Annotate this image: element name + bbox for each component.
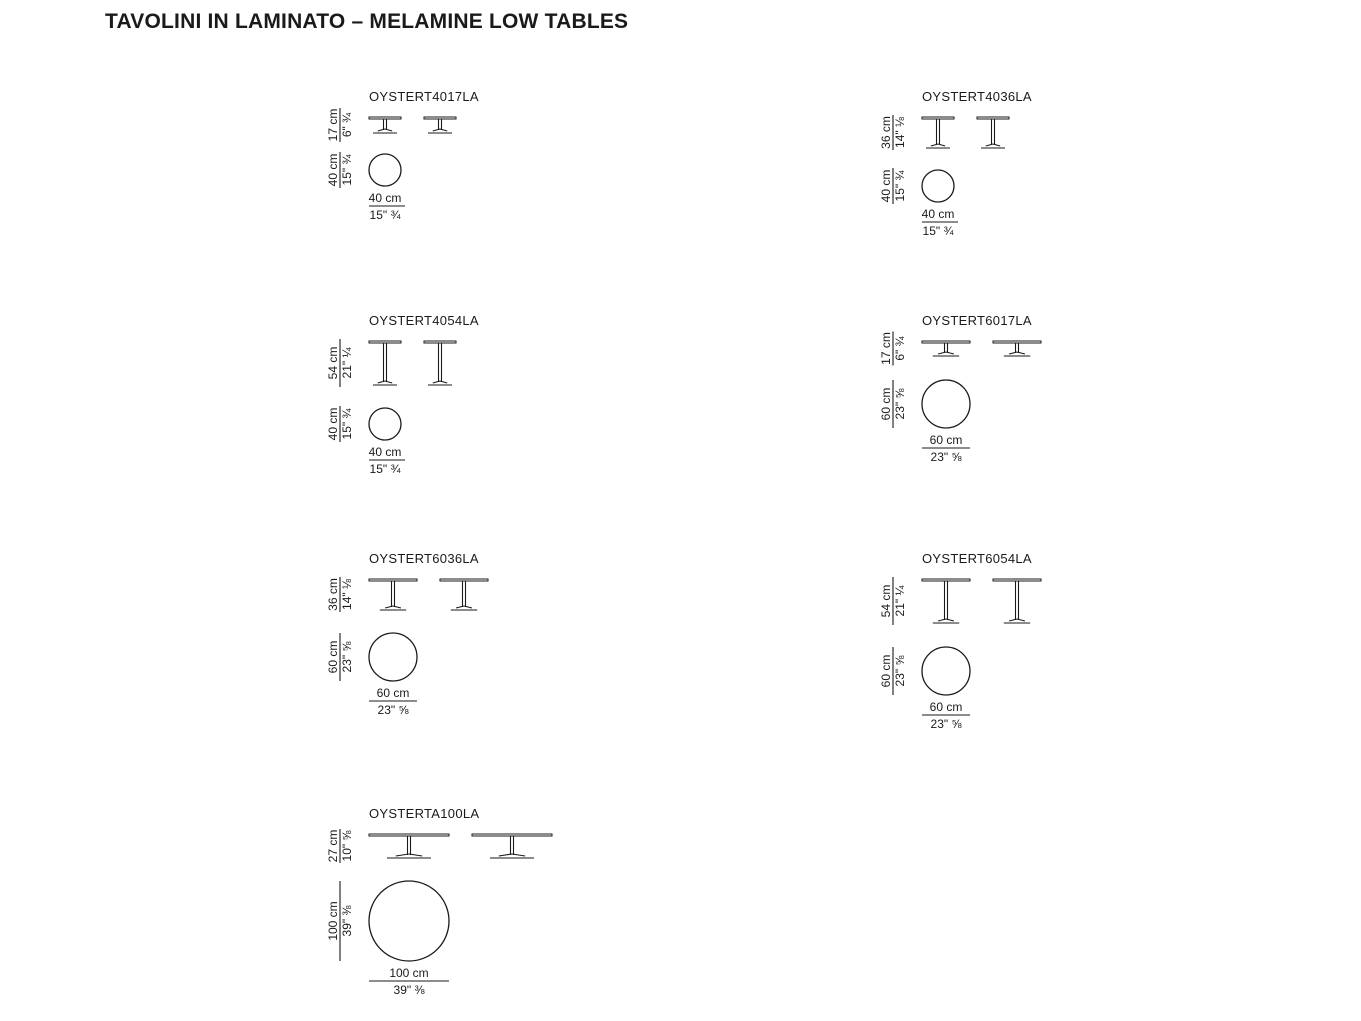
table-block <box>326 806 552 997</box>
table-block <box>326 89 479 222</box>
diameter-label-vertical <box>326 881 354 961</box>
diameter-label-vertical <box>879 380 907 428</box>
table-top <box>440 579 488 581</box>
table-top-view <box>369 154 401 186</box>
height-label <box>879 577 907 625</box>
diameter-label-vertical-cm: 100 cm <box>326 901 340 941</box>
table-top <box>424 117 456 119</box>
diameter-in: 39" ⅜ <box>393 983 425 997</box>
product-code: OYSTERT6036LA <box>369 551 479 566</box>
product-code: OYSTERTA100LA <box>369 806 480 821</box>
table-top-view <box>369 881 449 961</box>
table-top <box>993 341 1041 343</box>
table-block <box>326 313 479 476</box>
table-top <box>977 117 1009 119</box>
diameter-label-vertical-cm: 40 cm <box>326 153 340 187</box>
diameter-cm: 40 cm <box>921 207 955 221</box>
diameter-label-vertical-cm: 60 cm <box>879 654 893 688</box>
table-top <box>472 834 552 836</box>
diameter-label-vertical <box>326 152 354 188</box>
diameter-in: 23" ⅝ <box>377 703 409 717</box>
height-label-in: 21" ¼ <box>893 585 907 617</box>
diameter-in: 15" ¾ <box>369 208 401 222</box>
diameter-label-vertical <box>879 168 907 204</box>
product-code: OYSTERT6017LA <box>922 313 1032 328</box>
table-top <box>369 579 417 581</box>
table-block <box>879 551 1041 731</box>
product-code: OYSTERT4036LA <box>922 89 1032 104</box>
height-label <box>879 115 907 150</box>
height-label-in: 6" ¾ <box>893 336 907 361</box>
table-top <box>922 579 970 581</box>
height-label <box>326 108 354 142</box>
table-block <box>879 89 1032 238</box>
table-top <box>993 579 1041 581</box>
diameter-label-vertical-in: 23" ⅝ <box>340 641 354 673</box>
table-top-view <box>922 170 954 202</box>
table-top <box>922 341 970 343</box>
table-block <box>326 551 488 717</box>
table-top-view <box>922 380 970 428</box>
page-title: TAVOLINI IN LAMINATO – MELAMINE LOW TABLES <box>105 10 629 33</box>
table-top-view <box>922 647 970 695</box>
diameter-label-vertical <box>326 633 354 681</box>
diameter-cm: 60 cm <box>376 686 410 700</box>
table-top <box>369 117 401 119</box>
diameter-label-vertical-cm: 60 cm <box>879 387 893 421</box>
table-top <box>922 117 954 119</box>
diameter-in: 15" ¾ <box>922 224 954 238</box>
diameter-label-vertical-in: 15" ¾ <box>340 154 354 186</box>
diameter-label-vertical-cm: 40 cm <box>326 407 340 441</box>
diameter-label-vertical-in: 15" ¾ <box>340 408 354 440</box>
height-label <box>326 339 354 387</box>
diameter-label-vertical <box>326 406 354 442</box>
table-top <box>424 341 456 343</box>
height-label-cm: 27 cm <box>326 829 340 863</box>
diameter-label-vertical <box>879 647 907 695</box>
height-label-cm: 17 cm <box>879 332 893 365</box>
height-label-in: 6" ¾ <box>340 112 354 138</box>
height-label <box>879 332 907 366</box>
diameter-in: 15" ¾ <box>369 462 401 476</box>
height-label <box>326 577 354 612</box>
height-label-cm: 17 cm <box>326 108 340 142</box>
diameter-label-vertical-cm: 60 cm <box>326 640 340 674</box>
table-block <box>879 313 1041 464</box>
height-label-cm: 54 cm <box>326 346 340 380</box>
table-top <box>369 341 401 343</box>
diameter-cm: 60 cm <box>929 433 963 447</box>
product-code: OYSTERT6054LA <box>922 551 1032 566</box>
diameter-label-vertical-in: 23" ⅝ <box>893 388 907 420</box>
table-top-view <box>369 408 401 440</box>
height-label-in: 21" ¼ <box>340 347 354 379</box>
table-top-view <box>369 633 417 681</box>
product-code: OYSTERT4054LA <box>369 313 479 328</box>
height-label-cm: 54 cm <box>879 584 893 618</box>
height-label <box>326 829 354 863</box>
height-label-cm: 36 cm <box>326 578 340 611</box>
diameter-label-vertical-in: 39" ⅜ <box>340 905 354 937</box>
product-code: OYSTERT4017LA <box>369 89 479 104</box>
diameter-cm: 40 cm <box>368 445 402 459</box>
diameter-label-vertical-cm: 40 cm <box>879 169 893 203</box>
height-label-in: 14" ⅛ <box>340 579 354 610</box>
diameter-in: 23" ⅝ <box>930 717 962 731</box>
diameter-in: 23" ⅝ <box>930 450 962 464</box>
height-label-in: 10" ⅝ <box>340 830 354 862</box>
diameter-cm: 40 cm <box>368 191 402 205</box>
diameter-cm: 100 cm <box>389 966 429 980</box>
diameter-cm: 60 cm <box>929 700 963 714</box>
table-top <box>369 834 449 836</box>
diameter-label-vertical-in: 15" ¾ <box>893 170 907 202</box>
height-label-in: 14" ⅛ <box>893 117 907 148</box>
height-label-cm: 36 cm <box>879 116 893 149</box>
diameter-label-vertical-in: 23" ⅝ <box>893 655 907 687</box>
